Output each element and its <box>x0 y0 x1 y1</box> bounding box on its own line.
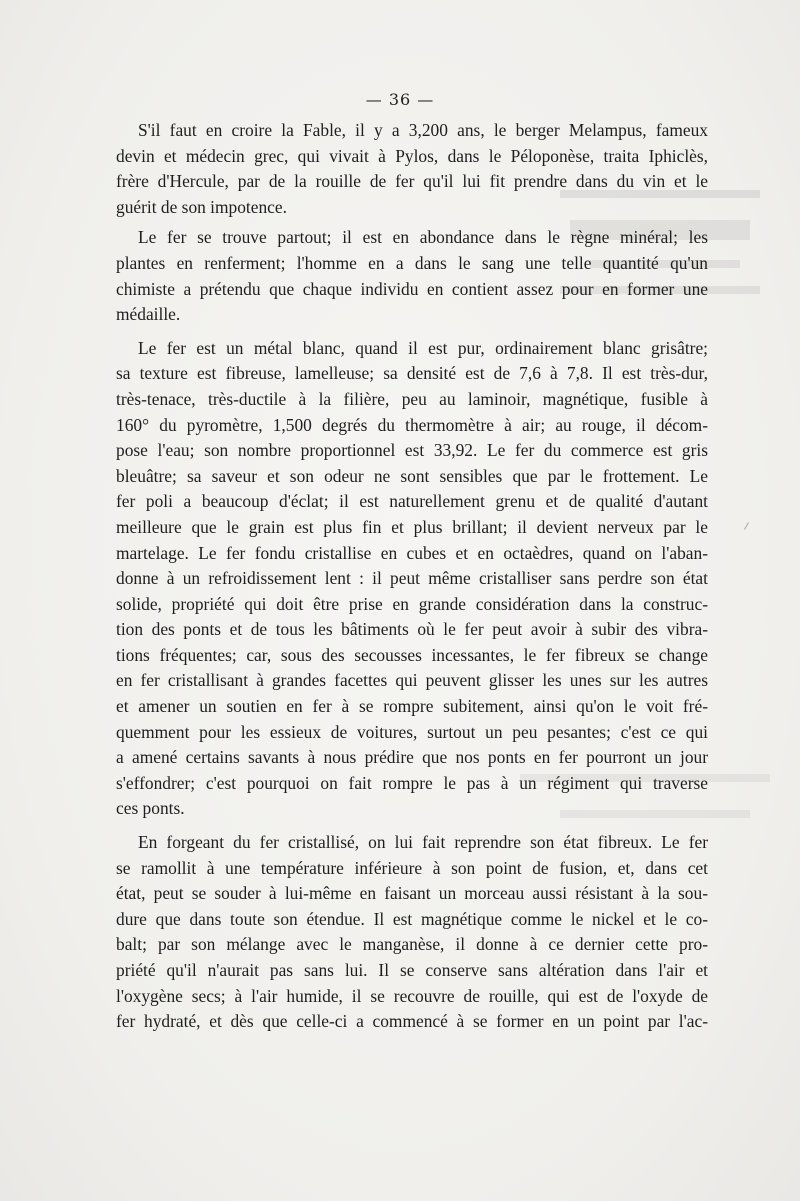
text-line: dure que dans toute son étendue. Il est magnétique comme le nickel et le co- <box>116 908 708 929</box>
text-line: fer hydraté, et dès que celle-ci a commencé à se former en un point par l'ac- <box>116 1011 708 1032</box>
text-line: a amené certains savants à nous prédire que nos ponts en fer pourront un jour <box>116 747 708 768</box>
body-text <box>116 118 708 1035</box>
text-line: bleuâtre; sa saveur et son odeur ne sont sensibles que par le frottement. Le <box>116 465 708 486</box>
text-line: se ramollit à une température inférieure à son point de fusion, et, dans cet <box>116 857 708 878</box>
text-line: ces ponts. <box>116 798 185 819</box>
text-line: martelage. Le fer fondu cristallise en cubes et en octaèdres, quand on l'aban- <box>116 542 708 563</box>
margin-mark <box>744 522 749 529</box>
text-line: balt; par son mélange avec le manganèse, il donne à ce dernier cette pro- <box>116 934 708 955</box>
text-line: tions fréquentes; car, sous des secousses incessantes, le fer fibreux se change <box>116 644 708 665</box>
text-line: meilleure que le grain est plus fin et plus brillant; il devient nerveux par le <box>116 516 708 537</box>
text-line: en fer cristallisant à grandes facettes qui peuvent glisser les unes sur les autres <box>116 670 708 691</box>
text-line: Le fer se trouve partout; il est en abondance dans le règne minéral; les <box>138 227 708 248</box>
text-line: l'oxygène secs; à l'air humide, il se recouvre de rouille, qui est de l'oxyde de <box>116 985 708 1006</box>
text-line: S'il faut en croire la Fable, il y a 3,200 ans, le berger Melampus, fameux <box>138 120 708 140</box>
paragraph-4 <box>116 830 708 1035</box>
page-number: — 36 — <box>365 90 435 109</box>
paragraph-2 <box>116 225 708 327</box>
text-line: fer poli a beaucoup d'éclat; il est naturellement grenu et de qualité d'autant <box>116 491 708 512</box>
text-line: et amener un soutien en fer à se rompre subitement, ainsi qu'on le voit fré- <box>116 696 708 717</box>
text-line: s'effondrer; c'est pourquoi on fait rompre le pas à un régiment qui traverse <box>116 772 708 793</box>
text-line: sa texture est fibreuse, lamelleuse; sa densité est de 7,6 à 7,8. Il est très-dur, <box>116 363 708 384</box>
paragraph-1 <box>116 118 708 220</box>
text-line: Le fer est un métal blanc, quand il est pur, ordinairement blanc grisâtre; <box>138 337 708 358</box>
text-line: devin et médecin grec, qui vivait à Pylos, dans le Péloponèse, traita Iphiclès, <box>116 145 708 166</box>
text-line: médaille. <box>116 304 181 325</box>
text-line: quemment pour les essieux de voitures, surtout un peu pesantes; c'est ce qui <box>116 721 708 742</box>
paragraph-3 <box>116 336 708 822</box>
text-line: guérit de son impotence. <box>116 196 287 217</box>
text-line: très-tenace, très-ductile à la filière, peu au laminoir, magnétique, fusible à <box>116 388 708 409</box>
text-line: tion des ponts et de tous les bâtiments où le fer peut avoir à subir des vibra- <box>116 619 708 640</box>
text-line: pose l'eau; son nombre proportionnel est 33,92. Le fer du commerce est gris <box>116 440 708 461</box>
text-line: frère d'Hercule, par de la rouille de fer qu'il lui fit prendre dans du vin et le <box>116 171 708 192</box>
text-line: 160° du pyromètre, 1,500 degrés du thermomètre à air; au rouge, il décom- <box>116 414 708 435</box>
text-line: donne à un refroidissement lent : il peut même cristalliser sans perdre son état <box>116 568 708 589</box>
text-line: priété qu'il n'aurait pas sans lui. Il se conserve sans altération dans l'air et <box>116 960 708 980</box>
text-line: plantes en renferment; l'homme en a dans le sang une telle quantité qu'un <box>116 252 708 273</box>
text-line: état, peut se souder à lui-même en faisant un morceau aussi résistant à la sou- <box>116 883 708 904</box>
text-line: En forgeant du fer cristallisé, on lui fait reprendre son état fibreux. Le fer <box>138 832 708 853</box>
text-line: solide, propriété qui doit être prise en grande considération dans la construc- <box>116 593 708 614</box>
text-line: chimiste a prétendu que chaque individu en contient assez pour en former une <box>116 278 708 299</box>
